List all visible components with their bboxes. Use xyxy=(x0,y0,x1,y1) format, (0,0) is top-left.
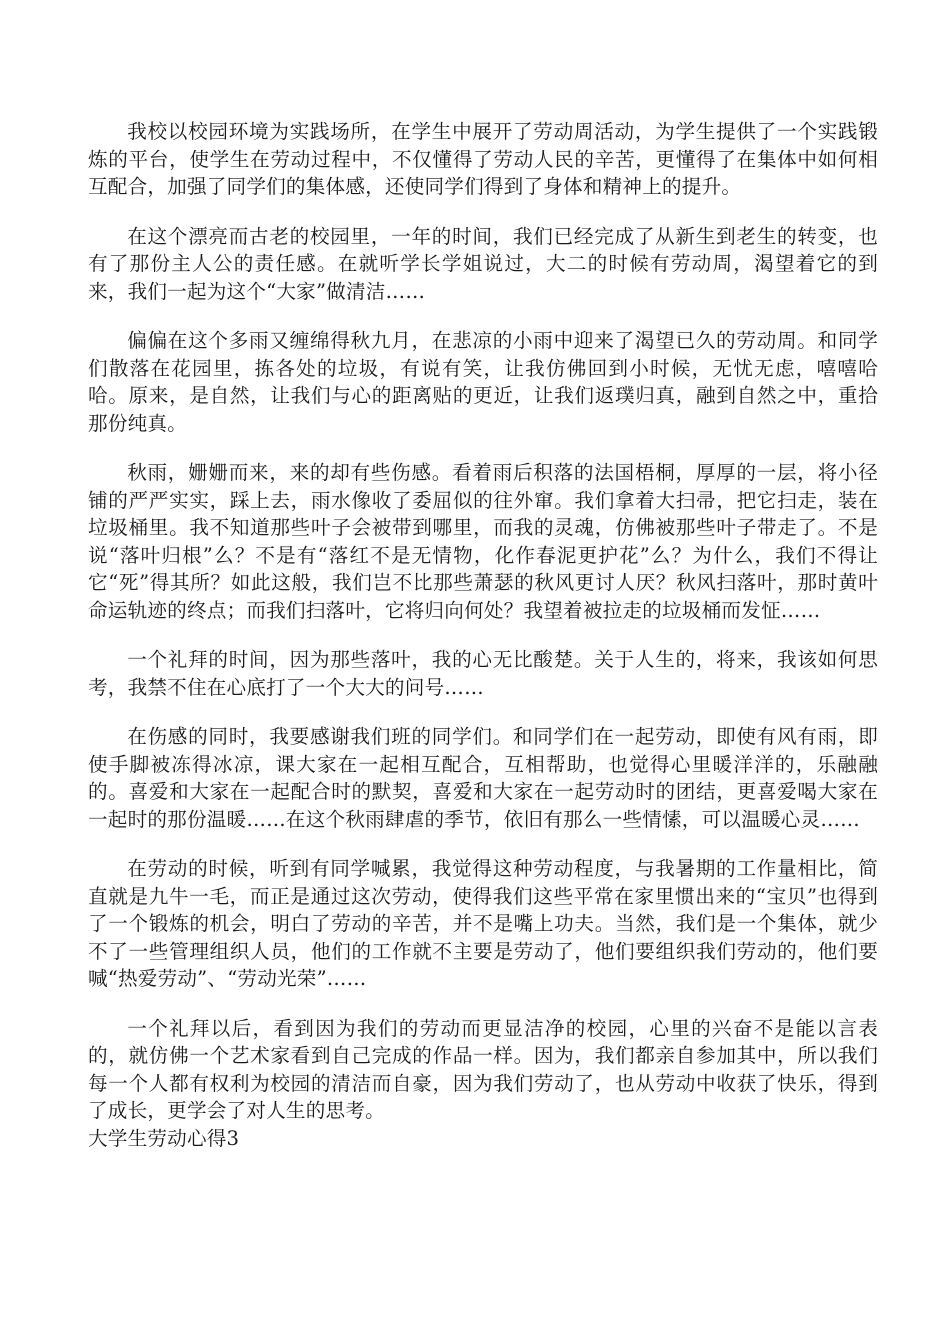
paragraph-2: 在这个漂亮而古老的校园里，一年的时间，我们已经完成了从新生到老生的转变，也有了那份主人公的责任感。在就听学长学姐说过，大二的时候有劳动周，渴望着它的到来，我们一起为这个“大家”做清洁…… xyxy=(88,224,878,303)
document-body xyxy=(88,118,878,1152)
paragraph-6: 在伤感的同时，我要感谢我们班的同学们。和同学们在一起劳动，即使有风有雨，即使手脚被冻得冰凉，课大家在一起相互配合，互相帮助，也觉得心里暖洋洋的，乐融融的。喜爱和大家在一起配合时的默契，喜爱和大家在一起劳动时的团结，更喜爱喝大家在一起时的那份温暖……在这个秋雨肆虐的季节，依旧有那么一些情愫，可以温暖心灵…… xyxy=(88,725,878,831)
paragraph-1: 我校以校园环境为实践场所，在学生中展开了劳动周活动，为学生提供了一个实践锻炼的平台，使学生在劳动过程中，不仅懂得了劳动人民的辛苦，更懂得了在集体中如何相互配合，加强了同学们的集体感，还使同学们得到了身体和精神上的提升。 xyxy=(88,120,878,198)
paragraph-8: 一个礼拜以后，看到因为我们的劳动而更显洁净的校园，心里的兴奋不是能以言表的，就仿佛一个艺术家看到自己完成的作品一样。因为，我们都亲自参加其中，所以我们每一个人都有权利为校园的清洁而自豪，因为我们劳动了，也从劳动中收获了快乐，得到了成长，更学会了对人生的思考。 xyxy=(88,1016,878,1122)
paragraph-5: 一个礼拜的时间，因为那些落叶，我的心无比酸楚。关于人生的，将来，我该如何思考，我禁不住在心底打了一个大大的问号…… xyxy=(88,648,878,699)
paragraph-7: 在劳动的时候，听到有同学喊累，我觉得这种劳动程度，与我暑期的工作量相比，简直就是九牛一毛，而正是通过这次劳动，使得我们这些平常在家里惯出来的“宝贝”也得到了一个锻炼的机会，明白了劳动的辛苦，并不是嘴上功夫。当然，我们是一个集体，就少不了一些管理组织人员，他们的工作就不主要是劳动了，他们要组织我们劳动的，他们要喊“热爱劳动”、“劳动光荣”…… xyxy=(88,857,878,990)
next-section-heading: 大学生劳动心得3 xyxy=(88,1126,240,1150)
paragraph-4: 秋雨，姗姗而来，来的却有些伤感。看着雨后积落的法国梧桐，厚厚的一层，将小径铺的严严实实，踩上去，雨水像收了委屈似的往外窜。我们拿着大扫帚，把它扫走，装在垃圾桶里。我不知道那些叶子会被带到哪里，而我的灵魂，仿佛被那些叶子带走了。不是说“落叶归根”么？不是有“落红不是无情物，化作春泥更护花”么？为什么，我们不得让它“死”得其所？如此这般，我们岂不比那些萧瑟的秋风更讨人厌？秋风扫落叶，那时黄叶命运轨迹的终点；而我们扫落叶，它将归向何处？我望着被拉走的垃圾桶而发怔…… xyxy=(88,461,878,622)
paragraph-3: 偏偏在这个多雨又缠绵得秋九月，在悲凉的小雨中迎来了渴望已久的劳动周。和同学们散落在花园里，拣各处的垃圾，有说有笑，让我仿佛回到小时候，无忧无虑，嘻嘻哈哈。原来，是自然，让我们与心的距离贴的更近，让我们返璞归真，融到自然之中，重拾那份纯真。 xyxy=(88,329,878,435)
